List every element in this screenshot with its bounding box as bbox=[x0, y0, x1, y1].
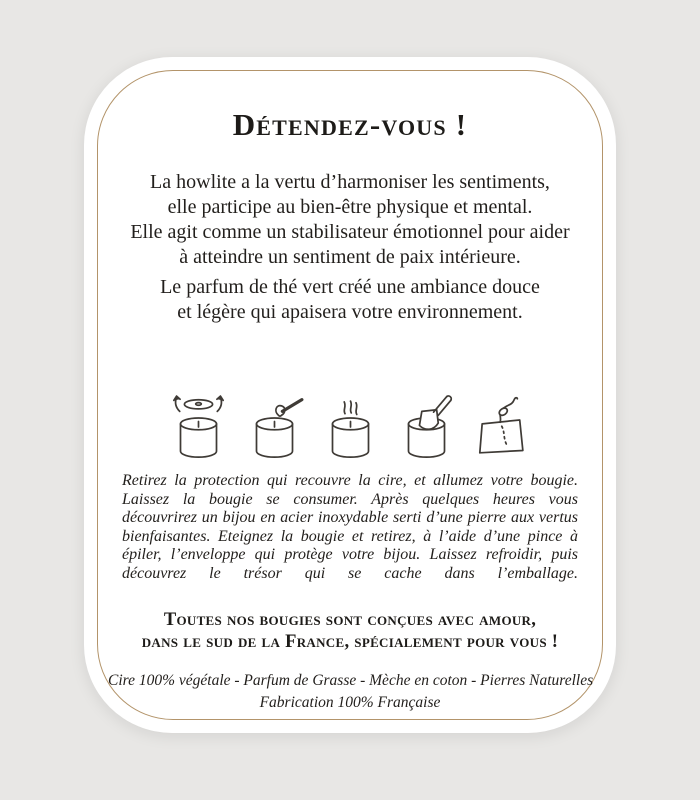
tagline-line: dans le sud de la France, spécialement pour vous ! bbox=[141, 631, 559, 652]
unwrap-jewel-icon bbox=[471, 391, 534, 463]
candle-steps-row bbox=[108, 385, 592, 463]
scent-line: et légère qui apaisera votre environnement. bbox=[177, 301, 523, 323]
burning-candle-icon bbox=[319, 391, 382, 463]
scoop-wax-icon bbox=[395, 391, 458, 463]
intro-paragraph bbox=[108, 170, 592, 270]
scent-line: Le parfum de thé vert créé une ambiance douce bbox=[160, 276, 540, 298]
intro-line: à atteindre un sentiment de paix intérieure. bbox=[179, 246, 521, 268]
tagline bbox=[108, 609, 592, 653]
intro-line: La howlite a la vertu d’harmoniser les sentiments, bbox=[150, 171, 550, 193]
ingredients-footer bbox=[108, 670, 592, 715]
scent-paragraph bbox=[108, 275, 592, 325]
open-lid-icon bbox=[167, 391, 230, 463]
intro-line: Elle agit comme un stabilisateur émotionnel pour aider bbox=[130, 221, 570, 243]
tagline-line: Toutes nos bougies sont conçues avec amour, bbox=[163, 609, 537, 630]
intro-line: elle participe au bien-être physique et mental. bbox=[167, 196, 533, 218]
light-match-icon bbox=[243, 391, 306, 463]
card-content bbox=[84, 57, 616, 733]
label-card bbox=[84, 57, 616, 733]
page-title: Détendez-vous ! bbox=[232, 107, 468, 142]
footer-line: Cire 100% végétale - Parfum de Grasse - Mèche en coton - Pierres Naturelles bbox=[108, 671, 594, 689]
usage-instructions: Retirez la protection qui recouvre la cire, et allumez votre bougie. Laissez la bougie se consumer. Après quelques heures vous découvrirez un bijou en acier inoxydable serti d’une pierre aux vertus bienfaisantes. Eteignez la bougie et retirez, à l’aide d’une pince à épiler, l’enveloppe qui protège votre bijou. Laissez refroidir, puis découvrez le trésor qui se cache dans l’emballage. bbox=[122, 472, 578, 582]
footer-line: Fabrication 100% Française bbox=[259, 694, 441, 712]
